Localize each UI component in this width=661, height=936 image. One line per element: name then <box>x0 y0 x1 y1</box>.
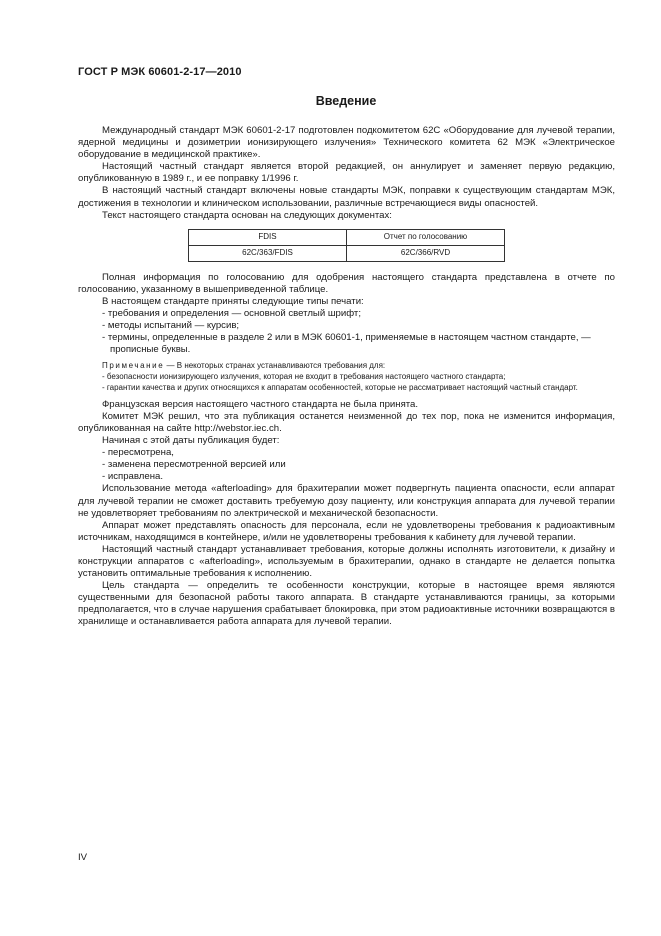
paragraph: Аппарат может представлять опасность для персонала, если не удовлетворены требования к радиоактивным источникам, находящимся в контейнере, и/или не удовлетворены требования к кабинету для лучевой терапии. <box>78 519 615 543</box>
documents-table <box>188 229 505 262</box>
note-item: - безопасности ионизирующего излучения, которая не входит в требования настоящего частного стандарта; <box>102 372 506 382</box>
note-label: Примечание <box>102 361 165 371</box>
list-item: - исправлена. <box>102 471 163 483</box>
document-header: ГОСТ Р МЭК 60601-2-17—2010 <box>78 66 242 78</box>
table-row <box>189 245 505 261</box>
paragraph: Настоящий частный стандарт является второй редакцией, он аннулирует и заменяет первую редакцию, опубликованную в 1989 г., и ее поправку 1/1996 г. <box>78 161 615 185</box>
table-cell: 62С/363/FDIS <box>189 245 347 261</box>
page-title: Введение <box>315 94 377 108</box>
note-block <box>78 361 615 393</box>
table-header-cell: Отчет по голосованию <box>347 229 505 245</box>
paragraph: Использование метода «afterloading» для брахитерапии может подвергнуть пациента опасности, если аппарат для лучевой терапии не сможет доставить требуемую дозу пациенту, или конструкция аппарата для лучевой терапии не удовлетворяет требованиям по электрической и механической безопасности. <box>78 483 615 519</box>
paragraph: Полная информация по голосованию для одобрения настоящего стандарта представлена в отчете по голосованию, указанному в вышеприведенной таблице. <box>78 271 615 295</box>
list-item: - требования и определения — основной светлый шрифт; <box>102 308 361 320</box>
list-item: - пересмотрена, <box>102 447 174 459</box>
note-item: - гарантии качества и других относящихся к аппаратам особенностей, которые не рассматривает настоящий частный стандарт. <box>102 383 578 392</box>
table-cell: 62С/366/RVD <box>347 245 505 261</box>
paragraph: В настоящем стандарте приняты следующие типы печати: <box>102 295 364 307</box>
document-body <box>78 125 615 629</box>
paragraph: Французская версия настоящего частного стандарта не была принята. <box>102 398 419 410</box>
list-item: - термины, определенные в разделе 2 или в МЭК 60601-1, применяемые в настоящем частном стандарте, — прописные буквы. <box>102 332 591 356</box>
list-item: - методы испытаний — курсив; <box>102 320 240 332</box>
list-item: - заменена пересмотренной версией или <box>102 459 286 471</box>
table-header-row <box>189 229 505 245</box>
table-header-cell: FDIS <box>189 229 347 245</box>
paragraph: Начиная с этой даты публикация будет: <box>102 435 280 447</box>
paragraph: Цель стандарта — определить те особенности конструкции, которые в настоящее время являются существенными для безопасной работы такого аппарата. В стандарте устанавливаются границы, за которыми предполагается, что в случае нарушения срабатывает блокировка, при этом радиоактивные источники возвращаются в хранилище и останавливается работа аппарата для лучевой терапии. <box>78 580 615 628</box>
page-number: IV <box>78 852 88 863</box>
note-intro-text: — В некоторых странах устанавливаются требования для: <box>164 361 386 371</box>
paragraph: Текст настоящего стандарта основан на следующих документах: <box>102 209 392 221</box>
paragraph: Международный стандарт МЭК 60601-2-17 подготовлен подкомитетом 62С «Оборудование для лучевой терапии, ядерной медицины и дозиметрии ионизирующего излучения» Технического комитета 62 МЭК «Электрическое оборудование в медицинской практике». <box>78 125 615 161</box>
paragraph: Настоящий частный стандарт устанавливает требования, которые должны исполнять изготовители, к дизайну и конструкции аппаратов с «afterloading», используемым в брахитерапии, однако в стандарте не делается попытка установить оптимальные требования к исполнению. <box>78 543 615 580</box>
paragraph: Комитет МЭК решил, что эта публикация останется неизменной до тех пор, пока не изменится информация, опубликованная на сайте http://webstor.iec.ch. <box>78 410 615 434</box>
paragraph: В настоящий частный стандарт включены новые стандарты МЭК, поправки к существующим стандартам МЭК, достижения в технологии и клиническом использовании, различные встречающиеся виды опасностей. <box>78 185 615 209</box>
note-intro <box>78 361 615 372</box>
